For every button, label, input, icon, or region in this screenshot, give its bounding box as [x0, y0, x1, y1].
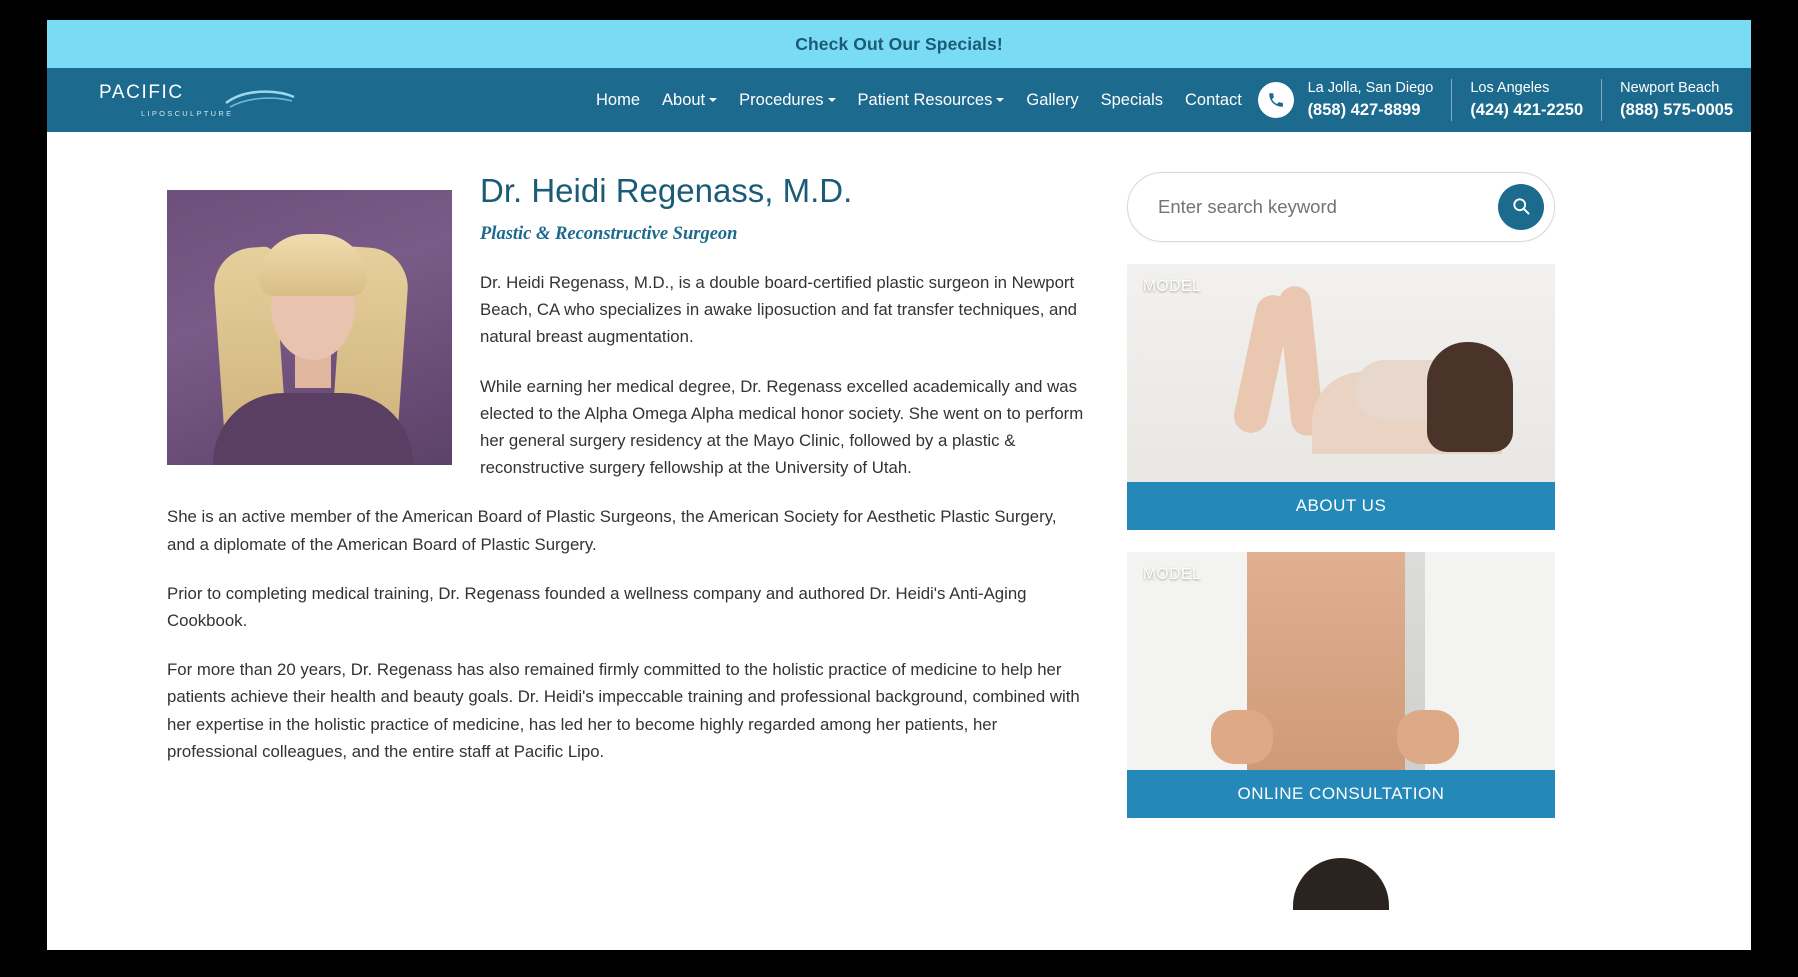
nav-label: Gallery — [1026, 90, 1079, 109]
page-title: Dr. Heidi Regenass, M.D. — [480, 172, 853, 209]
doctor-portrait-image — [167, 190, 452, 465]
bio-paragraph: Dr. Heidi Regenass, M.D., is a double board-certified plastic surgeon in Newport Beach, CA who specializes in awake liposuction and fat transfer techniques, and natural breast augmentation. — [480, 272, 1078, 347]
main-navbar — [47, 68, 1751, 132]
location-name: Los Angeles — [1470, 80, 1550, 97]
bio-paragraph: Prior to completing medical training, Dr. Regenass founded a wellness company and authored Dr. Heidi's Anti-Aging Cookbook. — [167, 583, 1027, 630]
logo-swoosh-icon — [224, 87, 296, 114]
location-phone[interactable]: (424) 421-2250 — [1470, 100, 1584, 119]
search-icon — [1511, 196, 1531, 219]
model-badge: MODEL — [1143, 566, 1202, 583]
site-logo[interactable] — [99, 81, 234, 118]
nav-label: Home — [596, 90, 641, 109]
nav-item-patient-resources[interactable] — [858, 91, 1005, 110]
chevron-down-icon — [709, 98, 717, 102]
nav-label: Procedures — [739, 90, 824, 109]
main-column — [47, 132, 1127, 910]
location-los-angeles — [1451, 79, 1601, 121]
chevron-down-icon — [996, 98, 1004, 102]
nav-label: About — [662, 90, 706, 109]
bio-paragraph: For more than 20 years, Dr. Regenass has also remained firmly committed to the holistic practice of medicine to help her patients achieve their health and beauty goals. Dr. Heidi's impeccable training and professional background, combined with her expertise in the holistic practice of medicine, has led her to become highly regarded among her patients, her professional colleagues, and the entire staff at Pacific Lipo. — [167, 660, 1080, 761]
logo-subtext: LIPOSCULPTURE — [141, 108, 234, 118]
nav-item-procedures[interactable] — [739, 91, 835, 110]
promo-image — [1127, 264, 1555, 482]
locations-group — [1258, 68, 1751, 132]
browser-page — [47, 20, 1751, 950]
location-newport-beach — [1601, 79, 1751, 121]
search-input[interactable] — [1156, 195, 1498, 219]
bio-paragraph: While earning her medical degree, Dr. Regenass excelled academically and was elected to the Alpha Omega Alpha medical honor society. She went on to perform her general surgery residency at the Mayo Clinic, followed by a plastic & reconstructive surgery fellowship at the University of Utah. — [480, 376, 1084, 478]
nav-label: Specials — [1100, 90, 1163, 109]
search-button[interactable] — [1498, 184, 1544, 230]
nav-item-specials[interactable] — [1101, 91, 1163, 110]
promo-about-us[interactable] — [1127, 264, 1555, 530]
promo-caption-about-us[interactable]: ABOUT US — [1127, 482, 1555, 530]
promo-online-consultation[interactable] — [1127, 552, 1555, 818]
nav-item-home[interactable] — [596, 91, 640, 110]
chevron-down-icon — [828, 98, 836, 102]
search-box[interactable] — [1127, 172, 1555, 242]
location-la-jolla — [1308, 79, 1452, 121]
promo-caption-online-consultation[interactable]: ONLINE CONSULTATION — [1127, 770, 1555, 818]
nav-item-about[interactable] — [662, 91, 717, 110]
phone-icon — [1258, 82, 1294, 118]
nav-label: Contact — [1185, 90, 1242, 109]
nav-item-gallery[interactable] — [1026, 91, 1078, 110]
nav-menu — [596, 91, 1242, 110]
location-phone[interactable]: (858) 427-8899 — [1307, 100, 1421, 119]
promo-image — [1127, 552, 1555, 770]
doctor-subtitle: Plastic & Reconstructive Surgeon — [480, 223, 738, 244]
model-badge: MODEL — [1143, 278, 1202, 295]
location-name: Newport Beach — [1620, 80, 1720, 97]
nav-item-contact[interactable] — [1185, 91, 1242, 110]
page-content — [47, 132, 1751, 910]
logo-text: PACIFIC — [99, 81, 184, 103]
bio-paragraph: She is an active member of the American Board of Plastic Surgeons, the American Society for Aesthetic Plastic Surgery, and a diplomate of the American Board of Plastic Surgery. — [167, 507, 1057, 554]
promo-next-image — [1127, 840, 1555, 910]
sidebar — [1127, 132, 1607, 910]
location-name: La Jolla, San Diego — [1307, 80, 1434, 97]
specials-link[interactable]: Check Out Our Specials! — [795, 33, 1003, 54]
location-phone[interactable]: (888) 575-0005 — [1620, 100, 1733, 119]
specials-bar — [47, 20, 1751, 68]
nav-label: Patient Resources — [857, 90, 993, 109]
